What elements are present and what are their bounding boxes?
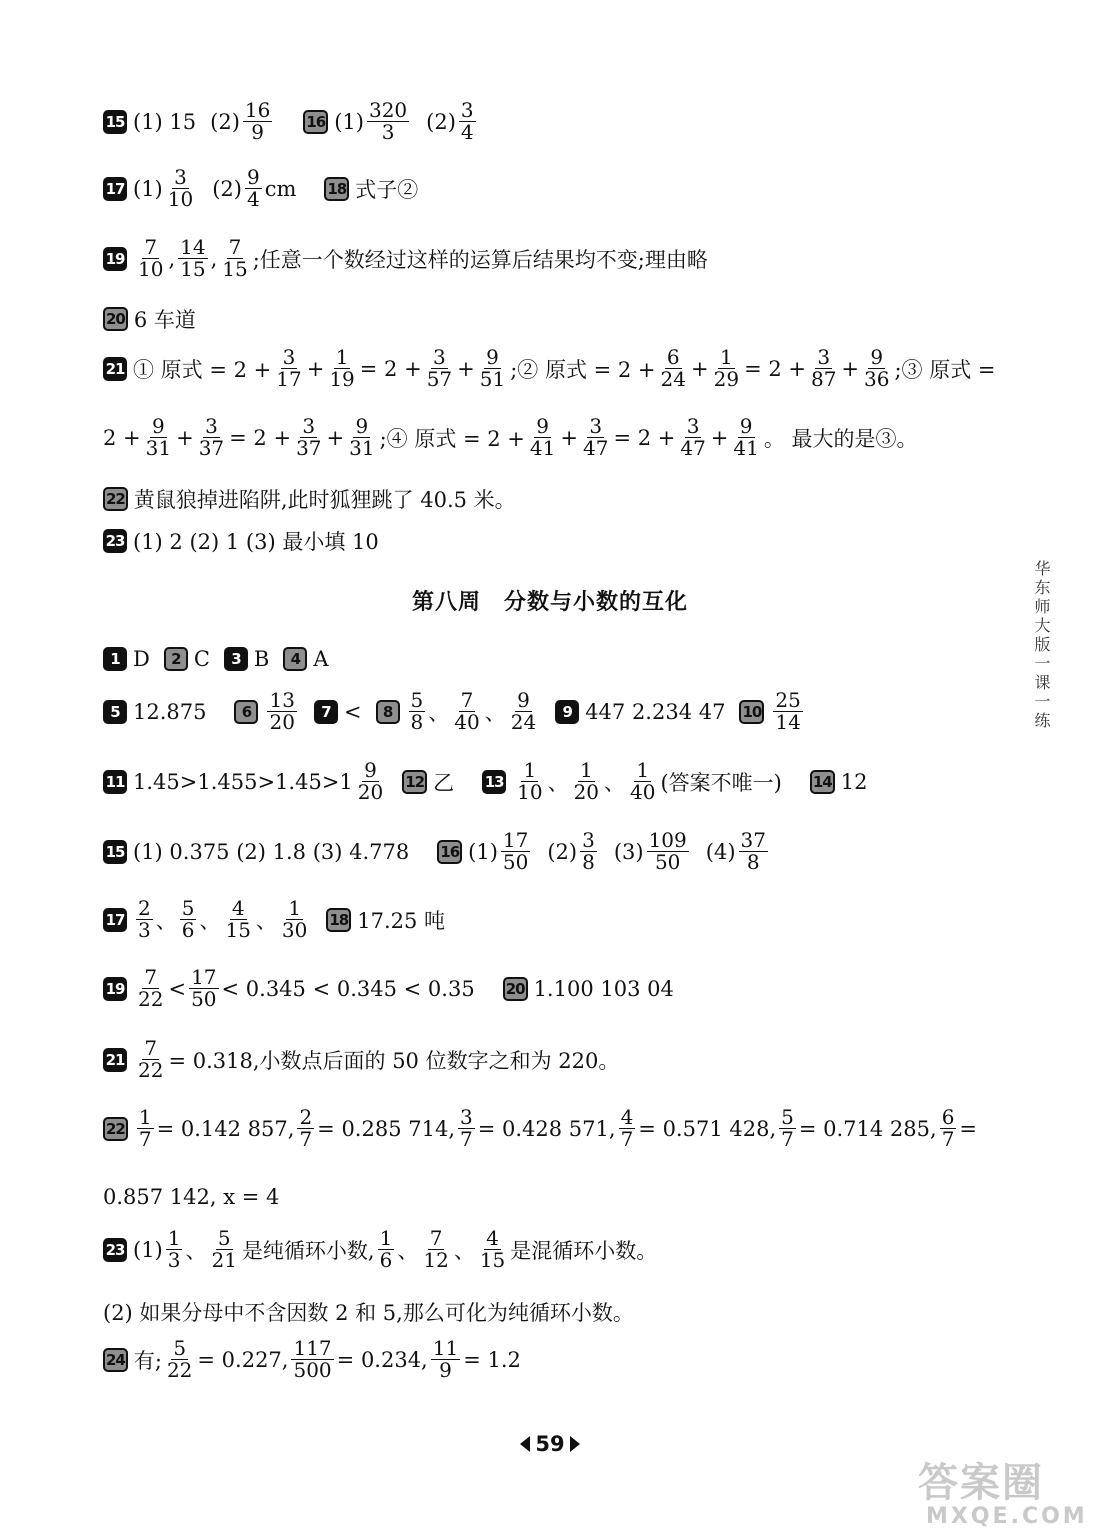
separator: 、 bbox=[604, 770, 626, 795]
question-number: 16 bbox=[303, 110, 328, 134]
fraction: $\frac{6}{7}$ bbox=[941, 1105, 955, 1151]
fraction: $\frac{3}{17}$ bbox=[276, 345, 302, 391]
question-number: 18 bbox=[326, 908, 351, 932]
answer-text: (1) bbox=[133, 176, 163, 201]
answer-line-11-14 bbox=[103, 760, 867, 803]
fraction: $\frac{2}{7}$ bbox=[299, 1105, 313, 1151]
answer-text: (4) bbox=[705, 839, 736, 864]
answer-line-24 bbox=[103, 1338, 521, 1381]
question-number: 18 bbox=[324, 177, 349, 201]
fraction: $\frac{5}{22}$ bbox=[166, 1336, 193, 1382]
answer-text: 2 + bbox=[103, 425, 141, 450]
watermark bbox=[918, 1462, 1093, 1532]
fraction: $\frac{1}{7}$ bbox=[138, 1105, 152, 1151]
answer-line-5-10 bbox=[103, 690, 806, 733]
fraction: $\frac{9}{31}$ bbox=[145, 414, 172, 460]
question-number: 23 bbox=[103, 529, 127, 553]
fraction: $\frac{3}{47}$ bbox=[582, 414, 609, 460]
fraction: $\frac{2}{3}$ bbox=[138, 896, 151, 942]
operator: + bbox=[710, 425, 729, 450]
operator: + bbox=[306, 356, 325, 381]
answer-line-17-18b bbox=[103, 898, 445, 941]
operator: + bbox=[560, 425, 578, 450]
answer-line-21 bbox=[103, 347, 996, 390]
question-number: 3 bbox=[224, 647, 248, 671]
fraction: $\frac{9}{36}$ bbox=[864, 345, 890, 391]
fraction: $\frac{9}{20}$ bbox=[357, 758, 384, 804]
operator: + bbox=[457, 356, 475, 381]
answer-text: (2) bbox=[426, 109, 456, 134]
answer-text: 0.857 142, x = 4 bbox=[103, 1185, 280, 1209]
triangle-left-icon bbox=[520, 1436, 530, 1452]
fraction: $\frac{9}{24}$ bbox=[510, 688, 537, 734]
fraction: $\frac{1}{29}$ bbox=[713, 345, 740, 391]
answer-line-23 bbox=[103, 526, 379, 556]
operator: + bbox=[176, 425, 194, 450]
fraction: $\frac{9}{4}$ bbox=[246, 165, 260, 211]
triangle-right-icon bbox=[570, 1436, 580, 1452]
fraction: $\frac{37}{8}$ bbox=[740, 828, 766, 874]
fraction: $\frac{9}{31}$ bbox=[349, 414, 375, 460]
answer-text: < 0.345 < 0.345 < 0.35 bbox=[221, 976, 475, 1001]
fraction: $\frac{5}{7}$ bbox=[781, 1105, 794, 1151]
fraction: $\frac{3}{87}$ bbox=[810, 345, 837, 391]
fraction: $\frac{3}{7}$ bbox=[460, 1105, 473, 1151]
answer-line-19-20b bbox=[103, 967, 674, 1010]
fraction: $\frac{6}{24}$ bbox=[660, 345, 686, 391]
fraction: $\frac{3}{47}$ bbox=[680, 414, 706, 460]
answer-text: = bbox=[959, 1116, 978, 1141]
fraction: $\frac{11}{9}$ bbox=[432, 1336, 459, 1382]
question-number: 17 bbox=[103, 177, 127, 201]
answer-text: 1.45>1.455>1.45>1 bbox=[133, 769, 353, 794]
answer-line-1-4 bbox=[103, 647, 329, 671]
fraction: $\frac{1}{40}$ bbox=[630, 758, 656, 804]
question-number: 1 bbox=[103, 647, 127, 671]
fraction: $\frac{16}{9}$ bbox=[244, 98, 271, 144]
answer-text: 6 车道 bbox=[133, 308, 196, 332]
question-number: 19 bbox=[103, 247, 127, 271]
separator: 、 bbox=[484, 700, 506, 725]
answer-line-23b bbox=[103, 1228, 657, 1271]
page-number-text: 59 bbox=[535, 1432, 565, 1456]
answer-text: = 2 + bbox=[229, 425, 292, 450]
fraction: $\frac{320}{3}$ bbox=[368, 98, 408, 144]
fraction: $\frac{7}{22}$ bbox=[138, 965, 164, 1011]
separator: 、 bbox=[453, 1238, 475, 1263]
fraction: $\frac{13}{20}$ bbox=[269, 688, 295, 734]
question-number: 8 bbox=[376, 700, 400, 724]
fraction: $\frac{3}{4}$ bbox=[460, 98, 474, 144]
separator: , bbox=[168, 246, 176, 271]
question-number: 23 bbox=[103, 1238, 127, 1262]
fraction: $\frac{25}{14}$ bbox=[775, 688, 801, 734]
fraction: $\frac{1}{19}$ bbox=[329, 345, 355, 391]
question-number: 15 bbox=[103, 110, 127, 134]
answer-text: (1) 2 (2) 1 (3) 最小填 10 bbox=[133, 530, 379, 554]
answer-text: = 0.234, bbox=[336, 1347, 428, 1372]
fraction: $\frac{14}{15}$ bbox=[180, 235, 206, 281]
answer-text: A bbox=[313, 647, 329, 671]
question-number: 4 bbox=[283, 647, 307, 671]
answer-line-15-16b bbox=[103, 830, 771, 873]
operator: + bbox=[841, 356, 860, 381]
question-number: 14 bbox=[810, 770, 835, 794]
answer-text: 。 最大的是③。 bbox=[763, 426, 918, 451]
answer-text: = 1.2 bbox=[463, 1347, 521, 1372]
answer-text: = 0.571 428, bbox=[638, 1116, 777, 1141]
answer-line-20 bbox=[103, 304, 196, 334]
answer-text: (2) bbox=[547, 839, 578, 864]
fraction: $\frac{9}{41}$ bbox=[529, 414, 556, 460]
fraction: $\frac{1}{20}$ bbox=[573, 758, 600, 804]
answer-text: ;② 原式 = 2 + bbox=[510, 357, 656, 382]
fraction: $\frac{3}{37}$ bbox=[198, 414, 225, 460]
fraction: $\frac{7}{22}$ bbox=[138, 1036, 164, 1082]
question-number: 10 bbox=[739, 700, 764, 724]
fraction: $\frac{9}{41}$ bbox=[733, 414, 759, 460]
answer-text: 是纯循环小数, bbox=[241, 1238, 375, 1263]
fraction: $\frac{7}{15}$ bbox=[222, 235, 248, 281]
question-number: 20 bbox=[103, 307, 128, 331]
separator: 、 bbox=[397, 1238, 419, 1263]
answer-text: (1) bbox=[133, 1237, 163, 1262]
answer-text: = 0.428 571, bbox=[477, 1116, 616, 1141]
operator: < bbox=[168, 976, 187, 1001]
separator: 、 bbox=[255, 908, 277, 933]
separator: 、 bbox=[547, 770, 569, 795]
watermark-text: 答案圈 bbox=[918, 1460, 1044, 1506]
answer-text: 是混循环小数。 bbox=[510, 1238, 658, 1263]
answer-text: = 2 + bbox=[744, 356, 806, 381]
fraction: $\frac{4}{7}$ bbox=[620, 1105, 634, 1151]
fraction: $\frac{3}{57}$ bbox=[426, 345, 453, 391]
page-number bbox=[0, 1432, 1100, 1456]
answer-text: = 0.142 857, bbox=[156, 1116, 295, 1141]
answer-line-23b-part2 bbox=[103, 1297, 634, 1327]
question-number: 24 bbox=[103, 1348, 128, 1372]
fraction: $\frac{9}{51}$ bbox=[479, 345, 506, 391]
fraction: $\frac{7}{40}$ bbox=[454, 688, 480, 734]
answer-line-15-16 bbox=[103, 100, 479, 143]
question-number: 11 bbox=[103, 770, 127, 794]
question-number: 13 bbox=[482, 770, 506, 794]
answer-text: D bbox=[133, 647, 150, 671]
fraction: $\frac{17}{50}$ bbox=[191, 965, 217, 1011]
answer-text: = 0.285 714, bbox=[317, 1116, 455, 1141]
fraction: $\frac{109}{50}$ bbox=[648, 828, 687, 874]
answer-line-22 bbox=[103, 484, 516, 514]
fraction: $\frac{3}{10}$ bbox=[167, 165, 194, 211]
fraction: $\frac{5}{8}$ bbox=[410, 688, 424, 734]
section-title: 第八周 分数与小数的互化 bbox=[411, 590, 688, 615]
answer-text: (2) bbox=[210, 109, 240, 134]
answer-text: (1) bbox=[468, 839, 498, 864]
answer-text: ;任意一个数经过这样的运算后结果均不变;理由略 bbox=[252, 247, 708, 272]
answer-text: 12 bbox=[840, 769, 868, 794]
question-number: 20 bbox=[503, 977, 528, 1001]
answer-line-21-cont bbox=[103, 416, 918, 459]
answer-line-21b bbox=[103, 1038, 619, 1081]
side-caption: 华东师大版一课一练 bbox=[1032, 560, 1051, 731]
answer-text: = 0.318,小数点后面的 50 位数字之和为 220。 bbox=[168, 1048, 620, 1073]
answer-text: ① 原式 = 2 + bbox=[133, 357, 272, 382]
question-number: 5 bbox=[103, 700, 127, 724]
answer-text: = 2 + bbox=[613, 425, 676, 450]
separator: 、 bbox=[199, 908, 221, 933]
question-number: 22 bbox=[103, 1117, 128, 1141]
answer-text: = 0.227, bbox=[197, 1347, 289, 1372]
separator: 、 bbox=[428, 700, 450, 725]
answer-text: C bbox=[193, 647, 210, 671]
fraction: $\frac{17}{50}$ bbox=[502, 828, 529, 874]
answer-text: 有; bbox=[133, 1348, 162, 1373]
fraction: $\frac{7}{10}$ bbox=[138, 235, 164, 281]
unit: cm bbox=[264, 176, 297, 201]
question-number: 6 bbox=[234, 700, 258, 724]
fraction: $\frac{117}{500}$ bbox=[293, 1336, 332, 1382]
answer-text: 1.100 103 04 bbox=[533, 976, 674, 1001]
fraction: $\frac{1}{30}$ bbox=[281, 896, 308, 942]
answer-text: < bbox=[343, 699, 362, 724]
question-number: 21 bbox=[103, 1048, 127, 1072]
question-number: 2 bbox=[164, 647, 188, 671]
answer-text: (2) bbox=[212, 176, 242, 201]
answer-text: 17.25 吨 bbox=[357, 908, 446, 933]
fraction: $\frac{1}{10}$ bbox=[517, 758, 543, 804]
answer-text: ;④ 原式 = 2 + bbox=[379, 426, 525, 451]
fraction: $\frac{1}{3}$ bbox=[167, 1226, 181, 1272]
answer-text: 12.875 bbox=[133, 699, 207, 724]
fraction: $\frac{4}{15}$ bbox=[225, 896, 251, 942]
answer-text: 乙 bbox=[433, 770, 455, 795]
answer-text: (1) 15 bbox=[133, 109, 197, 134]
question-number: 7 bbox=[314, 700, 338, 724]
fraction: $\frac{5}{21}$ bbox=[211, 1226, 237, 1272]
answer-text: B bbox=[253, 647, 270, 671]
answer-text: (答案不唯一) bbox=[660, 770, 782, 795]
separator: , bbox=[210, 246, 218, 271]
question-number: 19 bbox=[103, 977, 127, 1001]
separator: 、 bbox=[185, 1238, 207, 1263]
answer-text: (1) 0.375 (2) 1.8 (3) 4.778 bbox=[133, 839, 410, 864]
question-number: 17 bbox=[103, 908, 127, 932]
answer-line-22b bbox=[103, 1107, 977, 1150]
answer-text: = 2 + bbox=[359, 356, 422, 381]
watermark-url: MXQE.COM bbox=[926, 1504, 1088, 1529]
answer-text: (1) bbox=[334, 109, 364, 134]
question-number: 21 bbox=[103, 357, 127, 381]
question-number: 12 bbox=[402, 770, 427, 794]
answer-text: ;③ 原式 = bbox=[894, 357, 996, 382]
fraction: $\frac{7}{12}$ bbox=[423, 1226, 449, 1272]
fraction: $\frac{5}{6}$ bbox=[181, 896, 195, 942]
operator: + bbox=[691, 356, 709, 381]
answer-line-22b-cont bbox=[103, 1185, 279, 1209]
answer-line-17-18 bbox=[103, 167, 418, 210]
answer-text: 式子② bbox=[355, 177, 419, 202]
question-number: 16 bbox=[437, 840, 462, 864]
question-number: 22 bbox=[103, 487, 128, 511]
fraction: $\frac{3}{37}$ bbox=[296, 414, 322, 460]
answer-text: (2) 如果分母中不含因数 2 和 5,那么可化为纯循环小数。 bbox=[103, 1301, 634, 1325]
separator: 、 bbox=[155, 908, 177, 933]
fraction: $\frac{4}{15}$ bbox=[479, 1226, 506, 1272]
question-number: 15 bbox=[103, 840, 127, 864]
answer-text: 黄鼠狼掉进陷阱,此时狐狸跳了 40.5 米。 bbox=[133, 488, 516, 512]
answer-text: = 0.714 285, bbox=[798, 1116, 937, 1141]
fraction: $\frac{3}{8}$ bbox=[582, 828, 595, 874]
answer-line-19 bbox=[103, 237, 708, 280]
question-number: 9 bbox=[555, 700, 579, 724]
answer-text: 447 2.234 47 bbox=[585, 699, 726, 724]
fraction: $\frac{1}{6}$ bbox=[379, 1226, 393, 1272]
answer-text: (3) bbox=[613, 839, 644, 864]
operator: + bbox=[326, 425, 345, 450]
